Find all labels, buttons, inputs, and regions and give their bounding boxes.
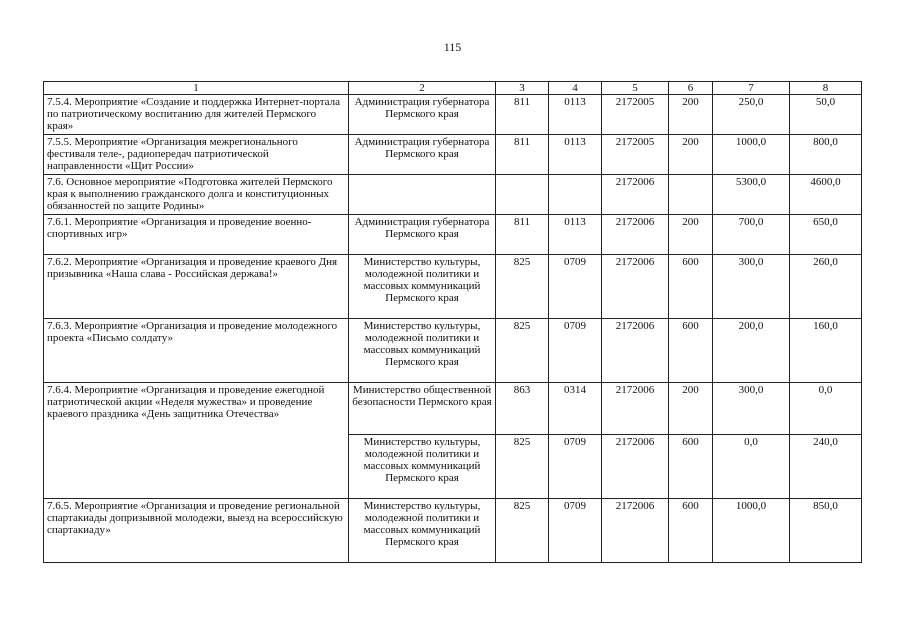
cell-3: 811	[496, 135, 549, 175]
cell-7: 1000,0	[713, 135, 790, 175]
page-number: 115	[443, 40, 462, 54]
cell-4: 0709	[549, 319, 602, 383]
executor: Министерство общественной безопасности Пермского края	[349, 383, 496, 435]
measure-name: 7.6.4. Мероприятие «Организация и проведение ежегодной патриотической акции «Неделя мужества» и проведение краевого праздника «День защитника Отечества»	[44, 383, 349, 499]
measure-name: 7.6.1. Мероприятие «Организация и проведение военно-спортивных игр»	[44, 215, 349, 255]
cell-6: 200	[669, 135, 713, 175]
cell-4: 0314	[549, 383, 602, 435]
executor: Министерство культуры, молодежной политики и массовых коммуникаций Пермского края	[349, 255, 496, 319]
header-cell: 2	[349, 82, 496, 95]
table-row	[44, 319, 862, 383]
header-cell: 6	[669, 82, 713, 95]
cell-6: 600	[669, 435, 713, 499]
cell-5: 2172005	[602, 135, 669, 175]
executor: Администрация губернатора Пермского края	[349, 215, 496, 255]
budget-table	[43, 81, 862, 563]
cell-3: 825	[496, 499, 549, 563]
cell-8: 850,0	[790, 499, 862, 563]
table-row	[44, 499, 862, 563]
executor: Министерство культуры, молодежной политики и массовых коммуникаций Пермского края	[349, 435, 496, 499]
cell-5: 2172006	[602, 383, 669, 435]
header-cell: 3	[496, 82, 549, 95]
cell-6: 200	[669, 95, 713, 135]
measure-name: 7.5.4. Мероприятие «Создание и поддержка Интернет-портала по патриотическому воспитанию для жителей Пермского края»	[44, 95, 349, 135]
cell-8: 160,0	[790, 319, 862, 383]
cell-6	[669, 175, 713, 215]
cell-6: 200	[669, 383, 713, 435]
header-cell: 5	[602, 82, 669, 95]
cell-5: 2172006	[602, 435, 669, 499]
cell-3	[496, 175, 549, 215]
cell-7: 300,0	[713, 255, 790, 319]
header-row	[44, 82, 862, 95]
cell-7: 300,0	[713, 383, 790, 435]
cell-8: 260,0	[790, 255, 862, 319]
cell-4: 0113	[549, 95, 602, 135]
cell-7: 250,0	[713, 95, 790, 135]
cell-5: 2172006	[602, 175, 669, 215]
measure-name: 7.5.5. Мероприятие «Организация межрегионального фестиваля теле-, радиопередач патриотической направленности «Щит России»	[44, 135, 349, 175]
cell-8: 0,0	[790, 383, 862, 435]
measure-name: 7.6.5. Мероприятие «Организация и проведение региональной спартакиады допризывной молодежи, выезд на всероссийскую спартакиаду»	[44, 499, 349, 563]
measure-name: 7.6.3. Мероприятие «Организация и проведение молодежного проекта «Письмо солдату»	[44, 319, 349, 383]
cell-6: 600	[669, 319, 713, 383]
measure-name: 7.6. Основное мероприятие «Подготовка жителей Пермского края к выполнению гражданского долга и конституционных обязанностей по защите Родины»	[44, 175, 349, 215]
table-row	[44, 135, 862, 175]
cell-5: 2172005	[602, 95, 669, 135]
cell-3: 811	[496, 215, 549, 255]
cell-4: 0113	[549, 215, 602, 255]
cell-4: 0709	[549, 435, 602, 499]
cell-8: 650,0	[790, 215, 862, 255]
executor	[349, 175, 496, 215]
header-cell: 4	[549, 82, 602, 95]
table-row	[44, 255, 862, 319]
header-cell: 8	[790, 82, 862, 95]
cell-7: 200,0	[713, 319, 790, 383]
header-cell: 7	[713, 82, 790, 95]
cell-5: 2172006	[602, 255, 669, 319]
cell-3: 811	[496, 95, 549, 135]
table-row	[44, 95, 862, 135]
cell-5: 2172006	[602, 215, 669, 255]
table-row	[44, 383, 862, 435]
executor: Министерство культуры, молодежной политики и массовых коммуникаций Пермского края	[349, 319, 496, 383]
cell-3: 825	[496, 255, 549, 319]
cell-8: 50,0	[790, 95, 862, 135]
executor: Администрация губернатора Пермского края	[349, 95, 496, 135]
cell-5: 2172006	[602, 499, 669, 563]
header-cell: 1	[44, 82, 349, 95]
cell-7: 1000,0	[713, 499, 790, 563]
cell-6: 200	[669, 215, 713, 255]
cell-3: 825	[496, 435, 549, 499]
cell-8: 240,0	[790, 435, 862, 499]
cell-5: 2172006	[602, 319, 669, 383]
measure-name: 7.6.2. Мероприятие «Организация и проведение краевого Дня призывника «Наша слава - Российская держава!»	[44, 255, 349, 319]
table-row	[44, 215, 862, 255]
executor: Министерство культуры, молодежной политики и массовых коммуникаций Пермского края	[349, 499, 496, 563]
cell-3: 825	[496, 319, 549, 383]
cell-7: 700,0	[713, 215, 790, 255]
cell-3: 863	[496, 383, 549, 435]
cell-4: 0113	[549, 135, 602, 175]
cell-8: 800,0	[790, 135, 862, 175]
cell-6: 600	[669, 499, 713, 563]
cell-7: 0,0	[713, 435, 790, 499]
cell-6: 600	[669, 255, 713, 319]
cell-8: 4600,0	[790, 175, 862, 215]
cell-4: 0709	[549, 499, 602, 563]
executor: Администрация губернатора Пермского края	[349, 135, 496, 175]
cell-7: 5300,0	[713, 175, 790, 215]
table-row	[44, 175, 862, 215]
cell-4: 0709	[549, 255, 602, 319]
cell-4	[549, 175, 602, 215]
